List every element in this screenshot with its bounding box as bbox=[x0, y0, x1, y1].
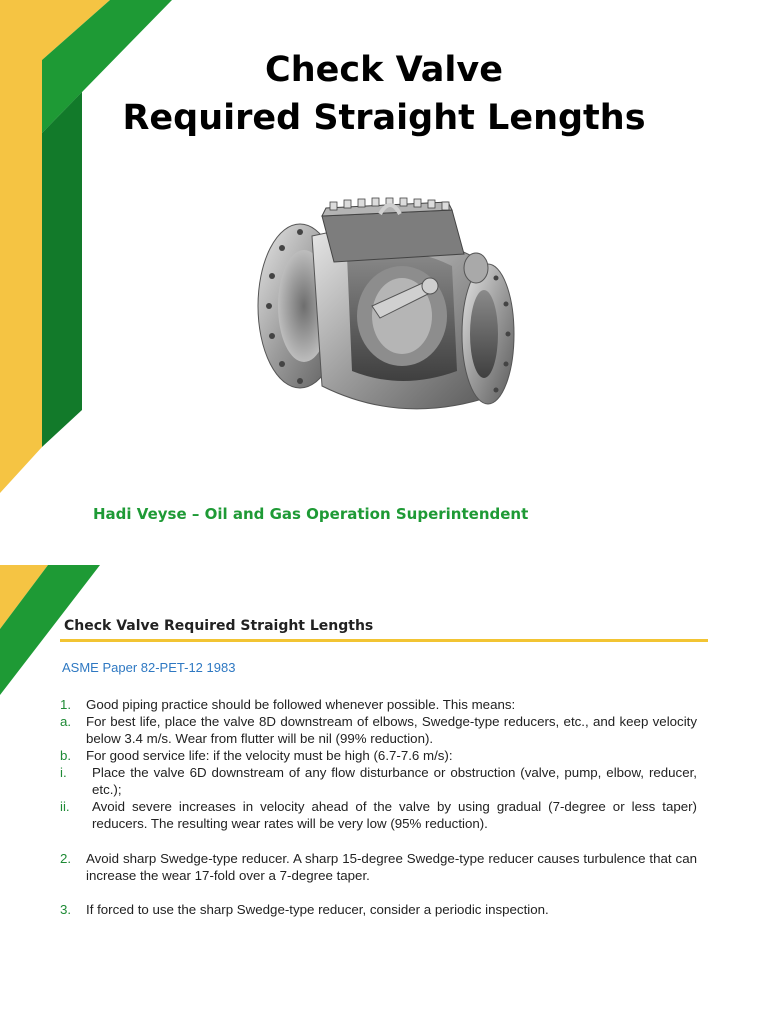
author-line: Hadi Veyse – Oil and Gas Operation Superintendent bbox=[93, 505, 529, 523]
dark-green-side-stripe bbox=[42, 92, 82, 447]
list-item bbox=[60, 850, 697, 884]
check-valve-image bbox=[252, 196, 532, 452]
guideline-item-2 bbox=[60, 850, 697, 884]
list-marker: 2. bbox=[60, 851, 72, 866]
list-item bbox=[60, 713, 697, 747]
list-marker: b. bbox=[60, 748, 72, 763]
list-item bbox=[60, 747, 697, 764]
title-line-2: Required Straight Lengths bbox=[122, 98, 646, 138]
list-text: Good piping practice should be followed whenever possible. This means: bbox=[86, 697, 516, 712]
list-text: Place the valve 6D downstream of any flow disturbance or obstruction (valve, pump, elbow, reducer, etc.); bbox=[92, 765, 697, 797]
list-text: For good service life: if the velocity must be high (6.7-7.6 m/s): bbox=[86, 748, 453, 763]
list-marker: 3. bbox=[60, 902, 72, 917]
list-item bbox=[60, 696, 697, 713]
list-marker: a. bbox=[60, 714, 72, 729]
list-item bbox=[60, 764, 697, 798]
list-text: If forced to use the sharp Swedge-type reducer, consider a periodic inspection. bbox=[86, 902, 549, 917]
slide-heading: Check Valve Required Straight Lengths bbox=[64, 618, 374, 634]
source-reference: ASME Paper 82-PET-12 1983 bbox=[62, 660, 236, 675]
list-marker: i. bbox=[60, 765, 67, 780]
list-item bbox=[60, 901, 697, 918]
list-item bbox=[60, 798, 697, 832]
list-text: For best life, place the valve 8D downstream of elbows, Swedge-type reducers, etc., and keep velocity below 3.4 m/s. Wear from flutter will be nil (99% reduction). bbox=[86, 714, 697, 746]
title-line-1: Check Valve bbox=[265, 50, 503, 90]
list-marker: 1. bbox=[60, 697, 72, 712]
guideline-item-3 bbox=[60, 901, 697, 918]
guideline-list-main bbox=[60, 696, 697, 832]
heading-underline bbox=[60, 639, 708, 642]
list-text: Avoid severe increases in velocity ahead of the valve by using gradual (7-degree or less taper) reducers. The resulting wear rates will be very low (95% reduction). bbox=[92, 799, 697, 831]
content-slide bbox=[0, 565, 768, 1024]
slide-separator bbox=[0, 553, 768, 565]
list-text: Avoid sharp Swedge-type reducer. A sharp 15-degree Swedge-type reducer causes turbulence that can increase the wear 17-fold over a 7-degree taper. bbox=[86, 851, 697, 883]
list-marker: ii. bbox=[60, 799, 70, 814]
